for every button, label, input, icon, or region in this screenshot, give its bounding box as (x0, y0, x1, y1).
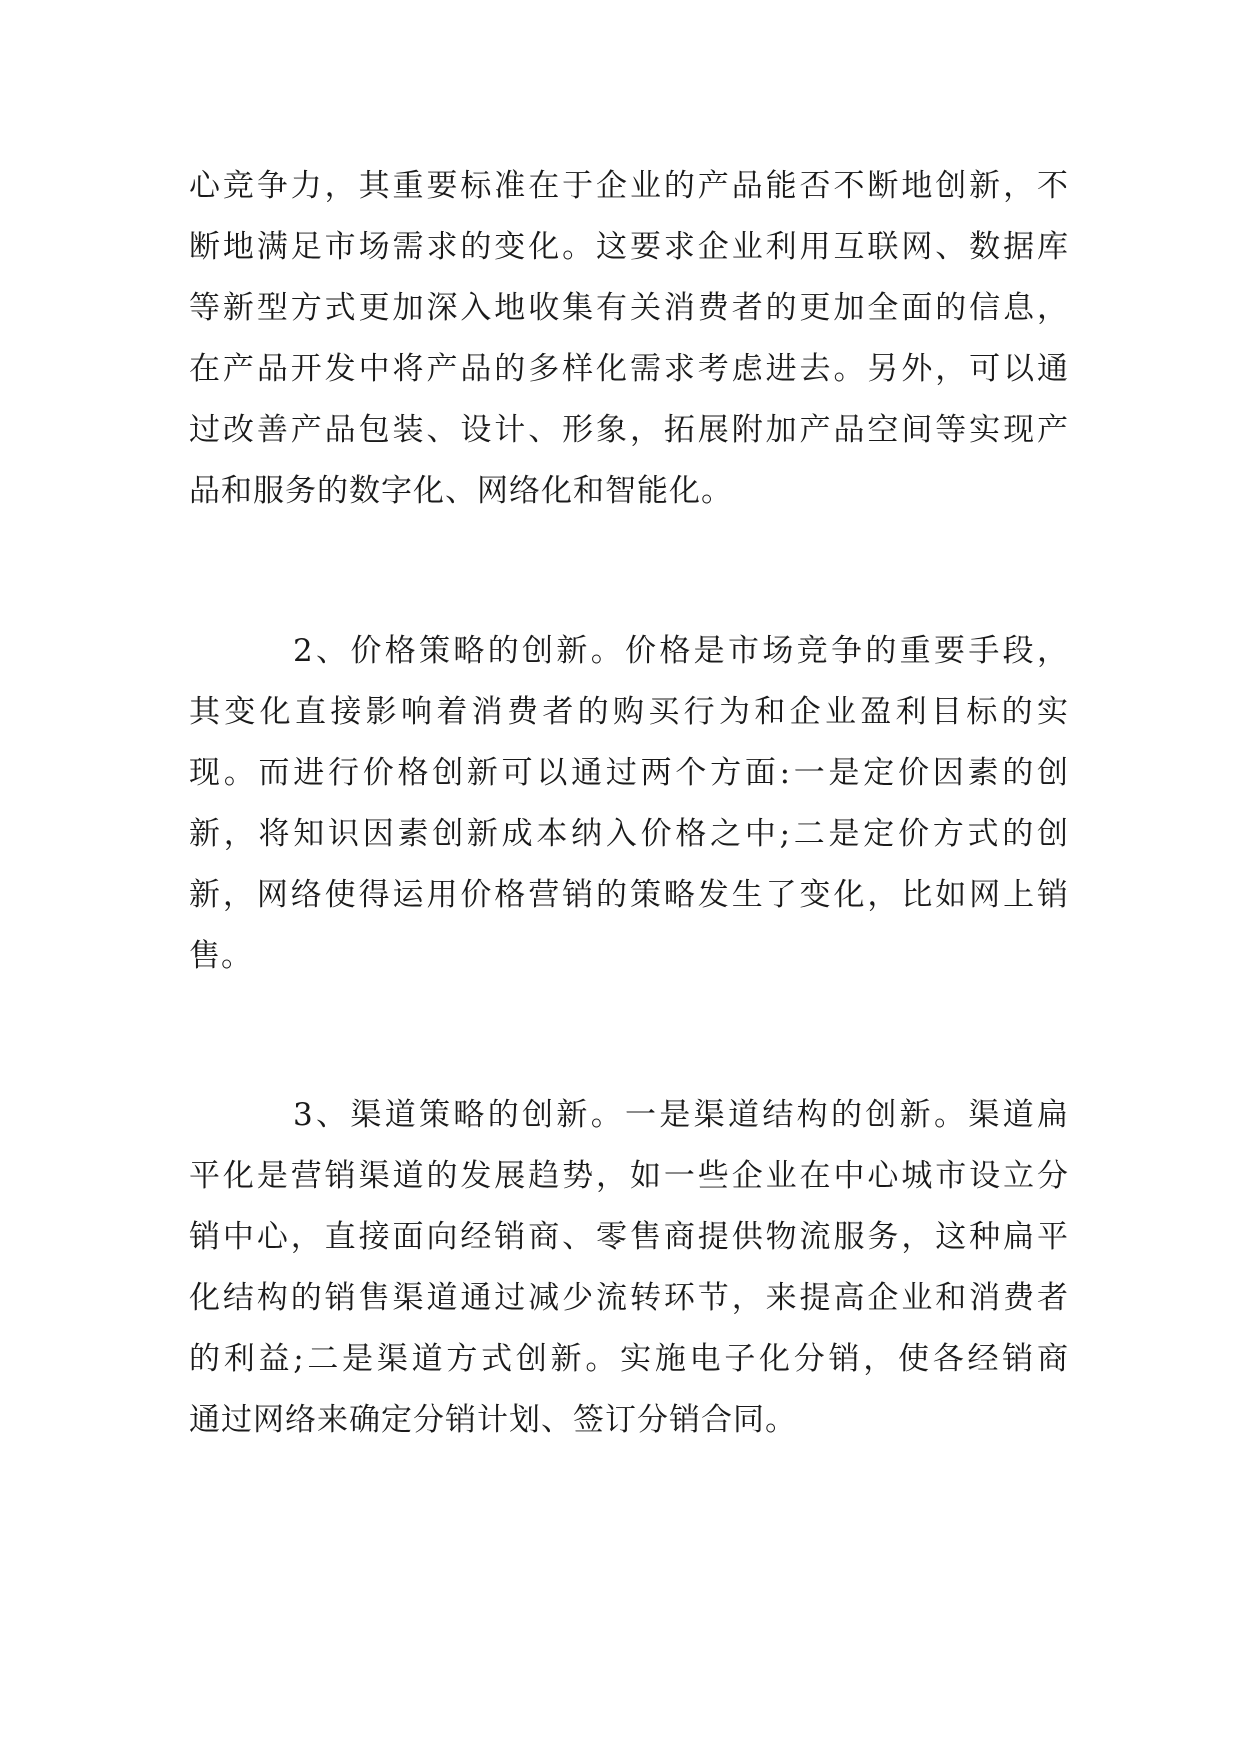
text-line: 通过网络来确定分销计划、签订分销合同。 (189, 1402, 797, 1438)
text-line: 3、渠道策略的创新。一是渠道结构的创新。渠道扁 (293, 1097, 1069, 1133)
text-line: 在产品开发中将产品的多样化需求考虑进去。另外，可以通 (189, 351, 1069, 387)
paragraph-price-strategy (189, 621, 1069, 987)
text-line: 品和服务的数字化、网络化和智能化。 (189, 473, 733, 509)
text-line: 售。 (189, 938, 253, 974)
text-line: 新，网络使得运用价格营销的策略发生了变化，比如网上销 (189, 877, 1069, 913)
paragraph-channel-strategy (189, 1085, 1069, 1451)
text-line: 化结构的销售渠道通过减少流转环节，来提高企业和消费者 (189, 1280, 1069, 1316)
text-line: 现。而进行价格创新可以通过两个方面:一是定价因素的创 (189, 755, 1069, 791)
text-line: 其变化直接影响着消费者的购买行为和企业盈利目标的实 (189, 694, 1069, 730)
text-line: 断地满足市场需求的变化。这要求企业利用互联网、数据库 (189, 229, 1069, 265)
text-line: 的利益;二是渠道方式创新。实施电子化分销，使各经销商 (189, 1341, 1069, 1377)
text-line: 2、价格策略的创新。价格是市场竞争的重要手段， (293, 633, 1069, 669)
text-line: 过改善产品包装、设计、形象，拓展附加产品空间等实现产 (189, 412, 1069, 448)
text-line: 心竞争力，其重要标准在于企业的产品能否不断地创新，不 (189, 168, 1069, 204)
text-line: 等新型方式更加深入地收集有关消费者的更加全面的信息， (189, 290, 1069, 326)
text-line: 新，将知识因素创新成本纳入价格之中;二是定价方式的创 (189, 816, 1069, 852)
paragraph-product-innovation-continued (189, 156, 1069, 522)
text-line: 平化是营销渠道的发展趋势，如一些企业在中心城市设立分 (189, 1158, 1069, 1194)
text-line: 销中心，直接面向经销商、零售商提供物流服务，这种扁平 (189, 1219, 1069, 1255)
